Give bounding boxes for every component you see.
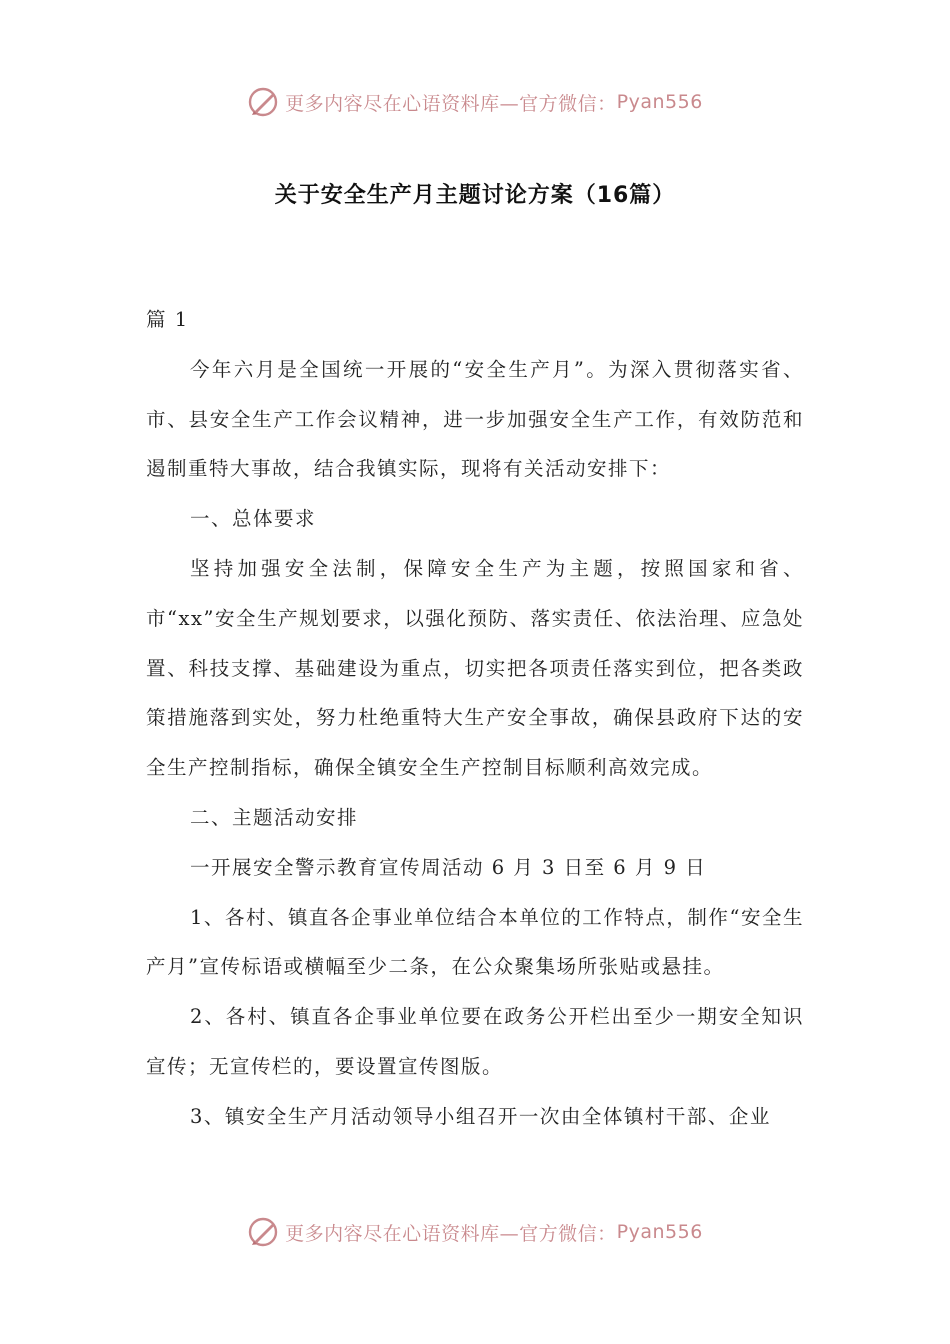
heading-general-requirements: 一、总体要求 [190, 507, 317, 531]
document-body [146, 295, 804, 1142]
section-label: 篇 1 [146, 308, 189, 331]
paragraph-item-3: 3、镇安全生产月活动领导小组召开一次由全体镇村干部、企业 [190, 1104, 771, 1128]
paragraph-activity-week: 一开展安全警示教育宣传周活动 6 月 3 日至 6 月 9 日 [190, 855, 707, 879]
pen-logo-icon [247, 86, 279, 118]
watermark-wechat-id: Pyan556 [616, 91, 703, 113]
watermark-wechat-id: Pyan556 [616, 1221, 703, 1243]
paragraph-requirements: 坚持加强安全法制，保障安全生产为主题，按照国家和省、市“xx”安全生产规划要求，以强化预防、落实责任、依法治理、应急处置、科技支撑、基础建设为重点，切实把各项责任落实到位，把各类政策措施落到实处，努力杜绝重特大生产安全事故，确保县政府下达的安全生产控制指标，确保全镇安全生产控制目标顺利高效完成。 [146, 556, 804, 780]
paragraph-item-2: 2、各村、镇直各企事业单位要在政务公开栏出至少一期安全知识宣传；无宣传栏的，要设置宣传图版。 [146, 1005, 804, 1078]
paragraph-item-1: 1、各村、镇直各企事业单位结合本单位的工作特点，制作“安全生产月”宣传标语或横幅至少二条，在公众聚集场所张贴或悬挂。 [146, 905, 804, 979]
pen-logo-icon [247, 1216, 279, 1248]
document-title: 关于安全生产月主题讨论方案（16篇） [274, 183, 676, 208]
header-watermark [0, 82, 950, 122]
watermark-text: 更多内容尽在心语资料库—官方微信： [285, 92, 617, 115]
heading-activity-arrangement: 二、主题活动安排 [190, 805, 359, 829]
watermark-text: 更多内容尽在心语资料库—官方微信： [285, 1222, 617, 1245]
paragraph-intro: 今年六月是全国统一开展的“安全生产月”。为深入贯彻落实省、市、县安全生产工作会议精神，进一步加强安全生产工作，有效防范和遏制重特大事故，结合我镇实际，现将有关活动安排下： [146, 357, 804, 481]
footer-watermark [0, 1212, 950, 1252]
